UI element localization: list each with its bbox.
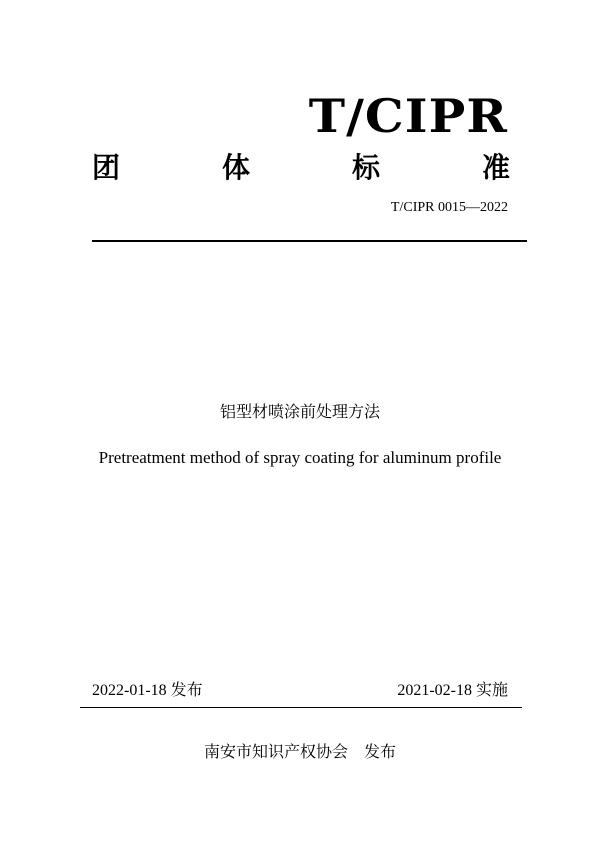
standard-type-char: 团 [92,151,121,184]
issue-date: 2022-01-18 发布 [92,682,203,699]
header-divider [92,240,527,242]
standard-type-char: 标 [351,151,380,184]
title-english: Pretreatment method of spray coating for aluminum profile [98,448,502,467]
standard-code: T/CIPR [308,89,508,143]
publisher: 南安市知识产权协会 发布 [203,742,396,761]
footer-divider [80,707,522,708]
implementation-date: 2021-02-18 实施 [397,682,508,699]
standard-type-char: 准 [481,151,510,184]
standard-number: T/CIPR 0015—2022 [390,200,508,215]
standard-type-char: 体 [221,151,250,184]
title-chinese: 铝型材喷涂前处理方法 [219,402,380,421]
standard-type [92,148,510,188]
